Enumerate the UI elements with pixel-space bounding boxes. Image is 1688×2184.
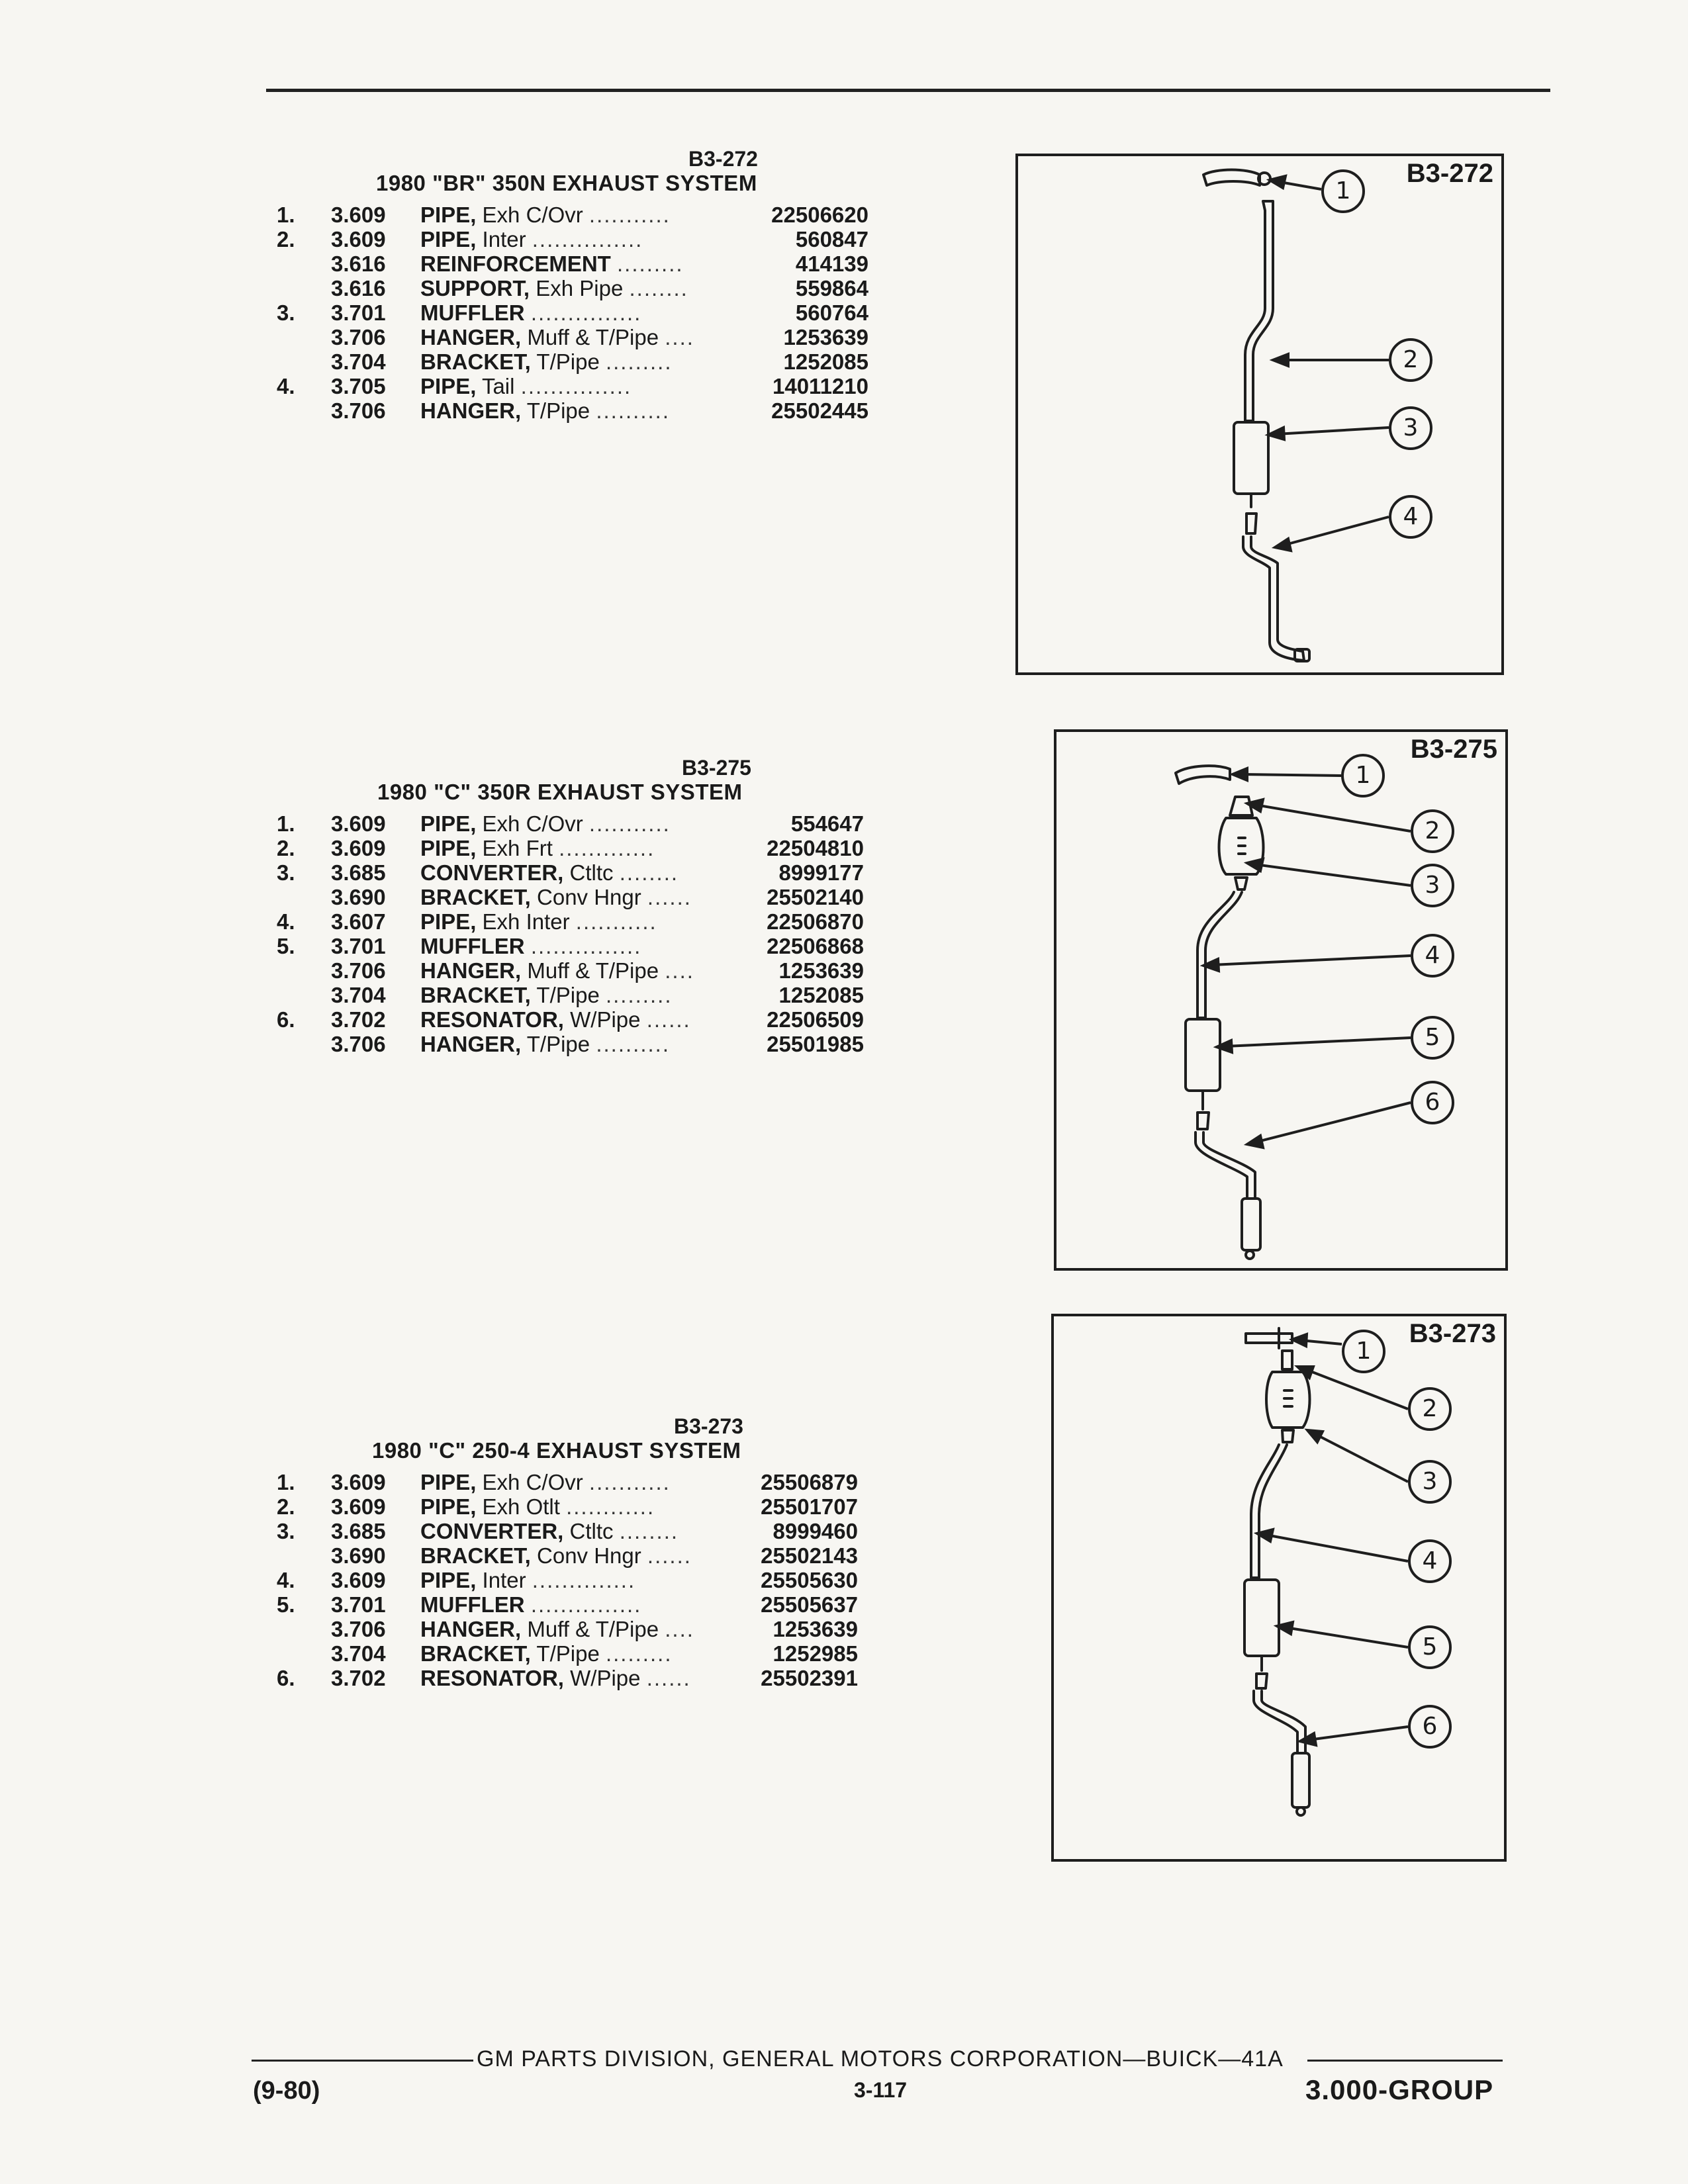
part-number: 14011210 xyxy=(772,374,868,398)
part-detail: W/Pipe xyxy=(570,1007,641,1032)
part-name: RESONATOR, xyxy=(420,1666,564,1690)
exhaust-section-b3-272 xyxy=(258,146,887,437)
leader-dots: .............. xyxy=(532,1568,636,1592)
section-title: 1980 "BR" 350N EXHAUST SYSTEM xyxy=(376,171,757,195)
group-number: 3.704 xyxy=(331,983,386,1007)
part-description xyxy=(420,909,657,934)
part-row xyxy=(258,349,868,374)
part-description xyxy=(420,1007,691,1032)
part-detail: Exh C/Ovr xyxy=(482,203,583,227)
part-row xyxy=(258,1007,864,1032)
part-detail: T/Pipe xyxy=(536,983,600,1007)
callout-3: 3 xyxy=(1408,1460,1452,1504)
part-number: 25506879 xyxy=(761,1470,858,1494)
part-number: 25502445 xyxy=(771,398,868,423)
callout-number: 3. xyxy=(277,1519,295,1543)
part-number: 8999177 xyxy=(778,860,864,885)
callout-number: 2. xyxy=(277,227,295,251)
part-description xyxy=(420,885,692,910)
part-number: 559864 xyxy=(795,276,868,300)
part-name: BRACKET, xyxy=(420,983,531,1007)
part-number: 1253639 xyxy=(773,1617,858,1641)
part-number: 414139 xyxy=(795,251,868,276)
part-row xyxy=(258,227,868,251)
part-description xyxy=(420,203,671,228)
callout-number: 5. xyxy=(277,1592,295,1617)
footer-date: (9-80) xyxy=(253,2077,320,2105)
part-row xyxy=(258,1592,858,1617)
diagram-b3-273 xyxy=(1051,1314,1507,1862)
callout-4: 4 xyxy=(1408,1539,1452,1583)
part-name: PIPE, xyxy=(420,1470,477,1494)
top-rule xyxy=(266,89,1550,92)
part-detail: Muff & T/Pipe xyxy=(527,325,659,349)
part-number: 8999460 xyxy=(773,1519,858,1543)
part-detail: Muff & T/Pipe xyxy=(527,1617,659,1641)
part-number: 25501707 xyxy=(761,1494,858,1519)
group-number: 3.685 xyxy=(331,1519,386,1543)
diagram-code: B3-275 xyxy=(1410,735,1497,764)
part-number: 560764 xyxy=(795,300,868,325)
leader-dots: .......... xyxy=(596,398,670,423)
callout-2: 2 xyxy=(1411,809,1454,853)
part-detail: Inter xyxy=(482,1568,526,1592)
part-name: MUFFLER xyxy=(420,1592,525,1617)
exhaust-diagram-drawing xyxy=(1018,156,1501,672)
callout-4: 4 xyxy=(1389,495,1432,539)
part-description xyxy=(420,860,679,886)
callout-number: 1. xyxy=(277,1470,295,1494)
leader-dots: ........... xyxy=(588,203,671,227)
part-description xyxy=(420,1470,671,1495)
part-description xyxy=(420,1543,692,1569)
callout-6: 6 xyxy=(1408,1705,1452,1749)
footer-rule-left xyxy=(252,2060,473,2062)
part-number: 22506870 xyxy=(767,909,864,934)
callout-6: 6 xyxy=(1411,1081,1454,1124)
group-number: 3.704 xyxy=(331,349,386,374)
part-number: 554647 xyxy=(790,811,864,836)
group-number: 3.705 xyxy=(331,374,386,398)
part-row xyxy=(258,1543,858,1568)
leader-dots: ......... xyxy=(605,983,673,1007)
leader-dots: ......... xyxy=(617,251,684,276)
part-detail: W/Pipe xyxy=(570,1666,641,1690)
part-description xyxy=(420,811,671,837)
callout-number: 4. xyxy=(277,374,295,398)
part-description xyxy=(420,251,684,277)
part-row xyxy=(258,836,864,860)
part-number: 22506868 xyxy=(767,934,864,958)
exhaust-section-b3-275 xyxy=(258,754,887,1072)
part-description xyxy=(420,836,655,861)
callout-3: 3 xyxy=(1411,864,1454,907)
part-description xyxy=(420,1666,691,1691)
part-row xyxy=(258,325,868,349)
part-row xyxy=(258,811,864,836)
callout-number: 3. xyxy=(277,300,295,325)
section-code: B3-272 xyxy=(688,147,758,171)
leader-dots: ........... xyxy=(588,1470,671,1494)
footer-page-number: 3-117 xyxy=(854,2078,908,2102)
exhaust-section-b3-273 xyxy=(258,1413,887,1704)
part-description xyxy=(420,398,670,424)
part-description xyxy=(420,1592,641,1617)
part-name: PIPE, xyxy=(420,1568,477,1592)
group-number: 3.609 xyxy=(331,1494,386,1519)
group-number: 3.607 xyxy=(331,909,386,934)
group-number: 3.701 xyxy=(331,1592,386,1617)
leader-dots: ............... xyxy=(532,227,643,251)
group-number: 3.609 xyxy=(331,836,386,860)
part-number: 22506509 xyxy=(767,1007,864,1032)
part-name: PIPE, xyxy=(420,374,477,398)
part-description xyxy=(420,1617,694,1642)
part-detail: Exh Frt xyxy=(482,836,553,860)
footer-rule-right xyxy=(1307,2060,1503,2062)
part-row xyxy=(258,1641,858,1666)
part-name: MUFFLER xyxy=(420,934,525,958)
part-name: CONVERTER, xyxy=(420,1519,564,1543)
callout-1: 1 xyxy=(1341,754,1385,797)
part-row xyxy=(258,1032,864,1056)
part-row xyxy=(258,251,868,276)
leader-dots: ........ xyxy=(629,276,688,300)
part-description xyxy=(420,934,641,959)
part-detail: T/Pipe xyxy=(536,349,600,374)
group-number: 3.616 xyxy=(331,251,386,276)
diagram-b3-272 xyxy=(1015,154,1504,675)
group-number: 3.701 xyxy=(331,300,386,325)
leader-dots: ............... xyxy=(520,374,632,398)
part-description xyxy=(420,374,632,399)
part-description xyxy=(420,1519,679,1544)
part-row xyxy=(258,1470,858,1494)
part-name: BRACKET, xyxy=(420,1641,531,1666)
part-name: PIPE, xyxy=(420,227,477,251)
parts-list xyxy=(258,203,868,423)
part-name: RESONATOR, xyxy=(420,1007,564,1032)
part-row xyxy=(258,203,868,227)
part-description xyxy=(420,325,694,350)
callout-number: 3. xyxy=(277,860,295,885)
part-detail: T/Pipe xyxy=(526,1032,590,1056)
part-row xyxy=(258,860,864,885)
part-name: HANGER, xyxy=(420,325,522,349)
part-name: BRACKET, xyxy=(420,349,531,374)
callout-number: 1. xyxy=(277,203,295,227)
part-detail: Inter xyxy=(482,227,526,251)
section-title: 1980 "C" 350R EXHAUST SYSTEM xyxy=(377,780,743,804)
footer-group: 3.000-GROUP xyxy=(1305,2074,1494,2105)
parts-list xyxy=(258,1470,858,1690)
callout-2: 2 xyxy=(1389,338,1432,382)
group-number: 3.690 xyxy=(331,885,386,909)
part-number: 25502391 xyxy=(761,1666,858,1690)
leader-dots: ............ xyxy=(566,1494,655,1519)
diagram-b3-275 xyxy=(1054,729,1508,1271)
part-row xyxy=(258,1666,858,1690)
part-detail: Conv Hngr xyxy=(537,885,641,909)
part-row xyxy=(258,374,868,398)
part-description xyxy=(420,1494,655,1520)
diagram-code: B3-272 xyxy=(1406,159,1493,188)
part-row xyxy=(258,983,864,1007)
group-number: 3.609 xyxy=(331,1470,386,1494)
part-row xyxy=(258,934,864,958)
callout-4: 4 xyxy=(1411,934,1454,978)
footer-corporation: GM PARTS DIVISION, GENERAL MOTORS CORPORATION—BUICK—41A xyxy=(477,2046,1284,2071)
part-row xyxy=(258,398,868,423)
group-number: 3.706 xyxy=(331,1617,386,1641)
part-description xyxy=(420,276,688,301)
part-detail: Exh Otlt xyxy=(482,1494,560,1519)
diagram-code: B3-273 xyxy=(1409,1319,1496,1348)
leader-dots: ............. xyxy=(559,836,655,860)
part-detail: Exh C/Ovr xyxy=(482,1470,583,1494)
leader-dots: ...... xyxy=(646,1007,691,1032)
callout-number: 5. xyxy=(277,934,295,958)
part-description xyxy=(420,1641,673,1666)
leader-dots: ...... xyxy=(647,1543,692,1568)
group-number: 3.685 xyxy=(331,860,386,885)
part-name: REINFORCEMENT xyxy=(420,251,611,276)
part-number: 25505637 xyxy=(761,1592,858,1617)
callout-1: 1 xyxy=(1321,169,1365,213)
callout-5: 5 xyxy=(1408,1625,1452,1669)
leader-dots: ...... xyxy=(647,885,692,909)
part-detail: T/Pipe xyxy=(536,1641,600,1666)
part-name: PIPE, xyxy=(420,203,477,227)
group-number: 3.706 xyxy=(331,958,386,983)
part-name: BRACKET, xyxy=(420,1543,531,1568)
leader-dots: .... xyxy=(665,325,694,349)
callout-number: 1. xyxy=(277,811,295,836)
part-name: HANGER, xyxy=(420,1617,522,1641)
leader-dots: ........ xyxy=(619,1519,679,1543)
part-description xyxy=(420,958,694,983)
part-number: 22504810 xyxy=(767,836,864,860)
part-row xyxy=(258,1519,858,1543)
group-number: 3.702 xyxy=(331,1666,386,1690)
part-number: 25502140 xyxy=(767,885,864,909)
callout-number: 6. xyxy=(277,1666,295,1690)
leader-dots: ......... xyxy=(605,349,673,374)
part-name: SUPPORT, xyxy=(420,276,530,300)
part-number: 1253639 xyxy=(783,325,868,349)
section-title: 1980 "C" 250-4 EXHAUST SYSTEM xyxy=(372,1438,741,1463)
part-detail: Ctltc xyxy=(569,860,614,885)
callout-2: 2 xyxy=(1408,1387,1452,1431)
leader-dots: ........ xyxy=(619,860,679,885)
part-description xyxy=(420,300,641,326)
part-number: 25505630 xyxy=(761,1568,858,1592)
group-number: 3.704 xyxy=(331,1641,386,1666)
part-row xyxy=(258,885,864,909)
leader-dots: .......... xyxy=(596,1032,670,1056)
group-number: 3.609 xyxy=(331,227,386,251)
part-name: PIPE, xyxy=(420,836,477,860)
part-name: HANGER, xyxy=(420,1032,522,1056)
part-name: BRACKET, xyxy=(420,885,531,909)
part-description xyxy=(420,1032,670,1057)
leader-dots: ...... xyxy=(646,1666,691,1690)
part-description xyxy=(420,227,643,252)
leader-dots: ............... xyxy=(530,934,642,958)
leader-dots: ............... xyxy=(530,300,642,325)
part-detail: Exh Pipe xyxy=(536,276,624,300)
part-number: 1252085 xyxy=(778,983,864,1007)
part-row xyxy=(258,276,868,300)
part-number: 1252085 xyxy=(783,349,868,374)
callout-number: 4. xyxy=(277,909,295,934)
group-number: 3.616 xyxy=(331,276,386,300)
group-number: 3.609 xyxy=(331,203,386,227)
part-name: HANGER, xyxy=(420,398,522,423)
part-row xyxy=(258,1494,858,1519)
group-number: 3.609 xyxy=(331,1568,386,1592)
leader-dots: ........... xyxy=(588,811,671,836)
part-detail: Tail xyxy=(481,374,515,398)
group-number: 3.701 xyxy=(331,934,386,958)
part-name: PIPE, xyxy=(420,811,477,836)
part-detail: Conv Hngr xyxy=(537,1543,641,1568)
group-number: 3.690 xyxy=(331,1543,386,1568)
leader-dots: ........... xyxy=(575,909,657,934)
group-number: 3.706 xyxy=(331,325,386,349)
part-row xyxy=(258,300,868,325)
callout-1: 1 xyxy=(1342,1330,1385,1373)
callout-number: 2. xyxy=(277,1494,295,1519)
part-number: 22506620 xyxy=(771,203,868,227)
part-detail: Ctltc xyxy=(569,1519,614,1543)
group-number: 3.706 xyxy=(331,1032,386,1056)
part-detail: Exh Inter xyxy=(482,909,570,934)
section-code: B3-275 xyxy=(682,756,751,780)
part-number: 25502143 xyxy=(761,1543,858,1568)
part-row xyxy=(258,1617,858,1641)
parts-list xyxy=(258,811,864,1056)
leader-dots: .... xyxy=(665,958,694,983)
part-name: CONVERTER, xyxy=(420,860,564,885)
part-description xyxy=(420,1568,635,1593)
leader-dots: .... xyxy=(665,1617,694,1641)
part-row xyxy=(258,909,864,934)
leader-dots: ............... xyxy=(530,1592,642,1617)
part-number: 25501985 xyxy=(767,1032,864,1056)
part-name: HANGER, xyxy=(420,958,522,983)
part-name: MUFFLER xyxy=(420,300,525,325)
leader-dots: ......... xyxy=(605,1641,673,1666)
part-row xyxy=(258,1568,858,1592)
part-detail: Muff & T/Pipe xyxy=(527,958,659,983)
part-name: PIPE, xyxy=(420,909,477,934)
callout-number: 2. xyxy=(277,836,295,860)
part-name: PIPE, xyxy=(420,1494,477,1519)
part-row xyxy=(258,958,864,983)
part-description xyxy=(420,349,673,375)
callout-3: 3 xyxy=(1389,406,1432,450)
group-number: 3.706 xyxy=(331,398,386,423)
callout-5: 5 xyxy=(1411,1016,1454,1060)
callout-number: 6. xyxy=(277,1007,295,1032)
part-detail: Exh C/Ovr xyxy=(482,811,583,836)
part-description xyxy=(420,983,673,1008)
callout-number: 4. xyxy=(277,1568,295,1592)
part-detail: T/Pipe xyxy=(526,398,590,423)
part-number: 1253639 xyxy=(778,958,864,983)
part-number: 1252985 xyxy=(773,1641,858,1666)
part-number: 560847 xyxy=(795,227,868,251)
group-number: 3.609 xyxy=(331,811,386,836)
group-number: 3.702 xyxy=(331,1007,386,1032)
section-code: B3-273 xyxy=(674,1414,743,1438)
